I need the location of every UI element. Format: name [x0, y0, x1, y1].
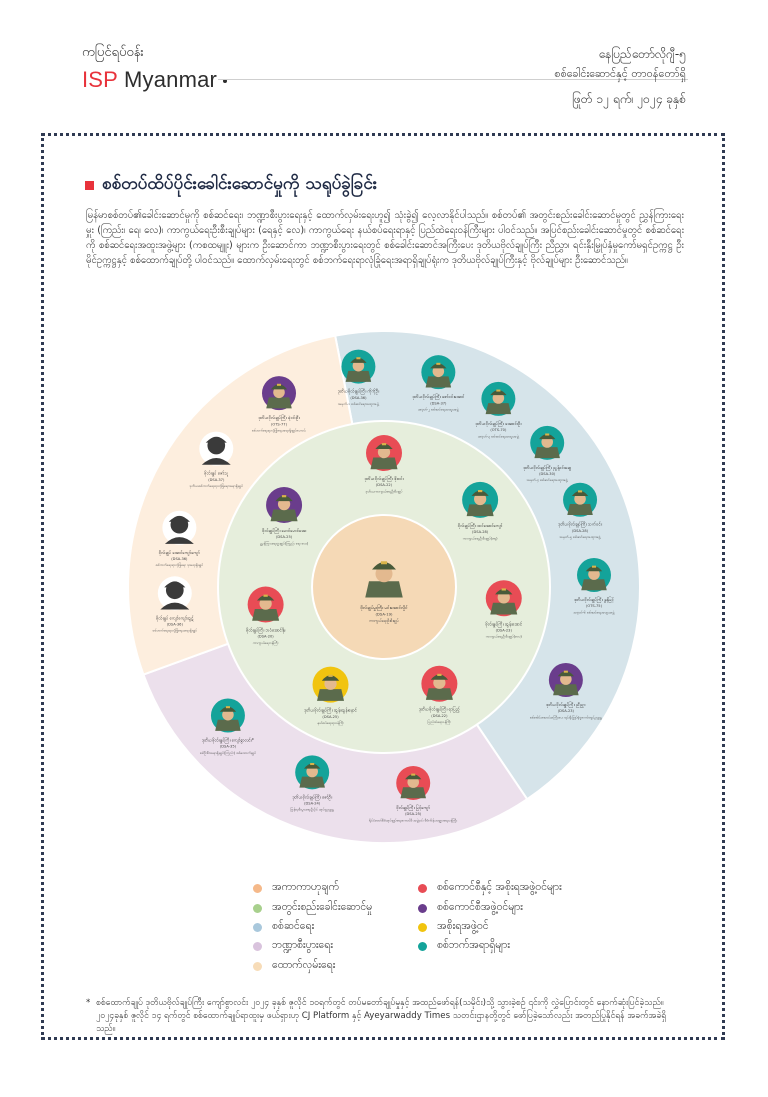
person-detail: (DSA-23) [557, 709, 574, 714]
uniform-icon [426, 688, 453, 700]
uniform-icon [486, 403, 512, 414]
intro-paragraph: မြန်မာစစ်တပ်၏ခေါင်းဆောင်မှုကို စစ်ဆင်ရေး၊ ဘဏ္ဍာစီးပွားရေးနှင့် ထောက်လှမ်းရေးဟူ၍ သုံးခွဲ၍ လေ့လာနိုင်ပါသည်။ စစ်တပ်၏ အတွင်းစည်းခေါင်းဆောင်မှုတွင် ညွှန်ကြားရေးမှူး (ကြည်း၊ ရေ၊ လေ)၊ ကာကွယ်ရေးဦးစီးချုပ်များ (ရေနှင့် လေ)၊ ကာကွယ်ရေး နယ်စပ်ရေးရာနှင့် ပြည်ထဲရေးဝန်ကြီးများ ပါဝင်သည်။ အပြင်စည်းခေါင်းဆောင်မှုတွင် စစ်ဆင်ရေးကို စစ်ဆင်ရေးအထူးအဖွဲ့များ (ကစထမျူး) များက ဦးဆောင်ကာ ဘဏ္ဍာစီးပွားရေးတွင် စစ်ခေါင်းဆောင်အကြီးပေး ဒုတိယဗိုလ်ချုပ်ကြီး ညီညွှာ၊ ရင်းနှီးမြှုပ်နှံမှုကော်မရှင်ဥက္ကဋ္ဌ ဦးမိုင်ဥက္ကဋ္ဌနှင့် စစ်ထောက်ချုပ်တို့ ပါဝင်သည်။ ထောက်လှမ်းရေးတွင် စစ်ဘက်ရေးရာလုံခြုံရေးအရာရှိချုပ်ရုံးက ဒုတိယဗိုလ်ချုပ်ကြီးနှင့် ဗိုလ်ချုပ်များ ဦးဆောင်သည်။ [86, 210, 684, 266]
cap-badge-icon [436, 363, 440, 365]
publish-date: ဖြုတ် ၁၂ ရက်၊ ၂၀၂၄ ခုနှစ် [572, 92, 686, 106]
legend-label: ထောက်လှမ်းရေး [272, 958, 336, 971]
person-role: အမှတ်-၁ စစ်ဆင်ရေးအထူးအဖွဲ့ [338, 401, 379, 406]
cap-badge-icon [502, 588, 506, 590]
cap-badge-icon [592, 566, 596, 568]
person-name: ဒုတိယဗိုလ်ချုပ်ကြီး ရဲဝင်းဦး [258, 415, 300, 421]
person-role: စစ်ဘက်ရေးရာလုံခြုံရေး ဒုအရာရှိချုပ် [155, 563, 204, 568]
cap-badge-icon [328, 675, 332, 677]
person-name: ဗိုလ်ချုပ်ကြီး ထွန်းအောင် [485, 621, 523, 627]
person-detail: (DSA-28) [472, 530, 489, 535]
page-title: စစ်တပ်ထိပ်ပိုင်းခေါင်းဆောင်မှုကို သရုပ်ခွဲခြင်း [102, 174, 378, 194]
footnote-text: စစ်ထောက်ချုပ် ဒုတိယဗိုလ်ချုပ်ကြီး ကျော်စွာလင်း ၂၀၂၄ ခုနှစ် ဇူလိုင် ၁၀ရက်တွင် တပ်မတော်ချုပ်မှုနှင့် အထည်ဖော်ရန်(သမိုင်း)သို့ သွားခဲ့စဉ် ၎င်းကို လွှဲပြောင်းတွင် နောက်ဆုံးပြင်ခဲ့သည်။ ၂၀၂၄ခုနှစ် ဇူလိုင် ၁၄ ရက်တွင် စစ်ထောက်ချုပ်ရာထူးမှ ဖယ်ရှားဟု CJ Platform နှင့် Ayeyarwaddy Times သတင်းဌာနတို့တွင် ဖော်ပြခဲ့သော်လည်း အတည်ပြုနိုင်ရန် အခက်အခဲရှိသည်။ [96, 998, 667, 1034]
cap-badge-icon [478, 490, 482, 492]
legend-dot [253, 942, 262, 951]
person-detail: (DSA-23) [495, 628, 512, 633]
person-detail: (DSA-36) [166, 622, 183, 627]
footnote-marker: * [86, 998, 91, 1008]
person-name: ဒုတိယဗိုလ်ချုပ်ကြီး ခွန်မြင့် [574, 597, 614, 602]
person-detail: (DSA-36) [171, 556, 188, 561]
legend-item [253, 957, 372, 976]
cap-badge-icon [277, 384, 281, 386]
uniform-icon [400, 787, 426, 798]
legend-label: စစ်ကောင်စီအဖွဲ့ဝင်များ [437, 900, 523, 913]
person-role: ကာကွယ်ရေးဝန်ကြီး [252, 640, 279, 645]
person-name: ဗိုလ်ချုပ်မှူးကြီး မင်းအောင်လှိုင် [360, 606, 408, 611]
uniform-icon [215, 720, 241, 731]
person-detail: (DSA-19) [375, 611, 393, 617]
legend-item [418, 937, 562, 956]
legend-dot [418, 904, 427, 913]
person-detail: (DSA-35) [219, 744, 237, 749]
person-detail: (DSA-25) [275, 535, 293, 540]
legend-item [253, 937, 372, 956]
person-name: ဒုတိယဗိုလ်ချုပ်ကြီး ထွန်းထွန်းနောင် [304, 707, 357, 713]
uniform-icon [426, 376, 452, 387]
person-name: ဒုတိယဗိုလ်ချုပ်ကြီး ညွန့်ဝင်းဆွေ [523, 464, 572, 470]
person-name: ဗိုလ်ချုပ် ကျော်ကျော်ထွဋ် [156, 615, 194, 621]
person-name: ဒုတိယဗိုလ်ချုပ်ကြီး ရာပြည့် [418, 706, 460, 712]
uniform-icon [266, 397, 292, 408]
legend-dot [253, 962, 262, 971]
legend-item [418, 918, 562, 937]
series-name: နေပြည်တော်လိုဂျီ-၅ [598, 47, 686, 61]
person-role: ညွှန်ကြားရေးမှူးချုပ်(ကြည်း ရေ၊ လေ) [259, 541, 309, 546]
uniform-icon [490, 603, 517, 615]
uniform-icon [467, 504, 494, 516]
cap-badge-icon [381, 561, 387, 564]
person-role: ကာကွယ်ရေးဦးစီးချုပ်(လေ) [485, 634, 522, 639]
uniform-icon [534, 447, 560, 458]
cap-badge-icon [226, 706, 230, 708]
legend-label: အစိုးရအဖွဲ့ဝင် [437, 919, 489, 932]
person-name: ဒုတိယဗိုလ်ချုပ်ကြီး အေးဝင်းဦး [475, 420, 522, 426]
legend-label: အတွင်းစည်းခေါင်းဆောင်မှု [272, 900, 373, 913]
legend-label: စစ်ဆင်ရေး [272, 919, 315, 932]
person-detail: (DSA-37) [430, 401, 447, 406]
person-detail: (OTS-77) [271, 422, 287, 427]
person-detail: (OTS-70) [490, 428, 507, 433]
person-name: ဗိုလ်ချုပ်ကြီး ထင်အောင်ကျော် [457, 522, 503, 528]
legend-dot [253, 923, 262, 932]
cap-badge-icon [545, 433, 549, 435]
cap-badge-icon [382, 443, 386, 445]
legend-left [253, 879, 372, 976]
person-role: ပြည်ထဲရေးဝန်ကြီး [427, 720, 452, 725]
legend-right [418, 879, 562, 957]
person-detail: (DSA-28) [571, 528, 589, 533]
person-detail: (DSA-30) [539, 472, 556, 477]
person-name: ဒုတိယဗိုလ်ချုပ်ကြီး ဇော်ဝင်းအောင် [412, 394, 465, 400]
legend-dot [253, 904, 262, 913]
person-role: အမှတ်-၄ စစ်ဆင်ရေးအထူးအဖွဲ့ [526, 478, 568, 483]
person-detail: (DSA-25) [322, 714, 339, 719]
person-role: နိုင်ငံတော်စီမံအုပ်ချုပ်ရေးကောင်စီ အဖွဲ့ဝင်၊ စီမံကိန်းဘဏ္ဍာရေးဝန်ကြီး [369, 818, 458, 823]
person-role: ဒုတိယစစ်ဘက်ရေးရာလုံခြုံရေးအရာရှိချုပ် [189, 484, 243, 489]
legend-label: အကာကာဟုချက် [272, 881, 339, 894]
cap-badge-icon [411, 774, 415, 776]
person-name: ဒုတိယဗိုလ်ချုပ်ကြီး သက်ဝင်း [558, 521, 602, 527]
legend-dot [253, 884, 262, 893]
person-detail: (DSA-25) [405, 812, 422, 817]
legend-item [418, 879, 562, 898]
uniform-icon [567, 504, 593, 515]
footnote [86, 997, 676, 1036]
legend-item [253, 918, 372, 937]
person-name: ဒုတိယဗိုလ်ချုပ်ကြီး ကျော်စွာလင်း* [201, 737, 254, 743]
uniform-icon [299, 777, 325, 788]
uniform-icon [252, 609, 279, 621]
uniform-icon [581, 579, 607, 590]
person-role: စစ်ခေါင်းဆောင်အကြီးပေး ရင်းနှီးမြှုပ်နှံမှုကော်မရှင်ဥက္ကဋ္ဌ [529, 715, 602, 720]
legend-dot [418, 923, 427, 932]
person-name: ဗိုလ်ချုပ်ကြီး မြင့်ကျော် [396, 804, 431, 810]
person-name: ဒုတိယဗိုလ်ချုပ်ကြီး စိုးဝင်း [364, 476, 404, 481]
uniform-icon [271, 510, 298, 522]
person-name: ဗိုလ်ချုပ် ဇော်သူ [204, 470, 229, 476]
cap-badge-icon [496, 390, 500, 392]
person-name: ဒုတိယဗိုလ်ချုပ်ကြီး ညီညွှာ [546, 702, 586, 707]
legend-dot [418, 942, 427, 951]
cap-badge-icon [282, 495, 286, 497]
person-role: အမှတ်-၃ စစ်ဆင်ရေးအထူးအဖွဲ့ [477, 434, 519, 439]
person-detail: (DSA-37) [208, 477, 225, 482]
person-role: ကာကွယ်ရေးဦးစီးချုပ် [369, 617, 399, 623]
person-name: ဗိုလ်ချုပ်ကြီး ဘဝံအောင်နိုး [246, 627, 286, 633]
person-role: နယ်စပ်ရေးရာဝန်ကြီး [317, 721, 344, 726]
legend-item [418, 898, 562, 917]
person-detail: (DSA-24) [304, 801, 321, 806]
person-role: အမှတ်-၅ စစ်ဆင်ရေးအထူးအဖွဲ့ [559, 535, 601, 540]
brand-tagline: ကပြင်ရပ်ဝန်း [82, 45, 144, 60]
person-role: မြန်မာ့စီးပွားရေးဦးပိုင် အုပ်စုဥက္ကဋ္ဌ [290, 807, 334, 812]
uniform-icon [553, 684, 579, 695]
person-role: အမှတ်-၂ စစ်ဆင်ရေးအထူးအဖွဲ့ [418, 407, 459, 412]
person-role: စစ်ဘက်ရေးရာလုံခြုံရေးအရာရှိချုပ်ဟောင်း [251, 428, 307, 433]
person-role: စစ်ဦးစီးအရာရှိချုပ်(ကြည်း) စစ်ထောက်ချုပ် [199, 750, 256, 755]
cap-badge-icon [310, 763, 314, 765]
legend-label: ဘဏ္ဍာစီးပွားရေး [272, 939, 333, 952]
legend-label: စစ်ဘက်အရာရှိများ [437, 939, 510, 952]
cap-badge-icon [263, 595, 267, 597]
person-role: စစ်ဘက်ရေးရာလုံခြုံရေးအရာရှိချုပ် [152, 628, 198, 633]
person-role: အမှတ်-၆ စစ်ဆင်ရေးအထူးအဖွဲ့ [573, 610, 615, 615]
brand-myanmar: Myanmar [123, 67, 218, 92]
brand-isp: ISP [82, 67, 118, 92]
person-detail: (DSA-20) [257, 634, 274, 639]
legend-item [253, 879, 372, 898]
person-role: ဒုတိယကာကွယ်ရေးဦးစီးချုပ် [365, 489, 403, 494]
uniform-icon [317, 689, 344, 701]
legend-label: စစ်ကောင်စီနှင့် အစိုးရအဖွဲ့ဝင်များ [437, 881, 562, 894]
person-name: ဗိုလ်ချုပ် အောင်ကျော်ကျော် [158, 549, 200, 555]
legend-dot [418, 884, 427, 893]
person-detail: (DSA-22) [431, 713, 448, 718]
person-detail: (DSA-22) [375, 483, 393, 488]
cap-badge-icon [437, 674, 441, 676]
person-name: ဒုတိယဗိုလ်ချုပ်ကြီး ဇော်ဦး [292, 794, 333, 800]
cap-badge-icon [356, 357, 360, 359]
uniform-icon [371, 458, 398, 470]
uniform-icon [346, 371, 372, 382]
series-subtitle: စစ်ခေါင်းဆောင်နှင့် တာဝန်တော်ရှိ [554, 67, 686, 80]
uniform-icon [365, 581, 403, 597]
legend-item [253, 898, 372, 917]
person-role: ကာကွယ်ရေးဦးစီးချုပ်(ရေ) [462, 536, 498, 541]
cap-badge-icon [564, 671, 568, 673]
person-detail: (DSA-36) [350, 395, 367, 400]
person-name: ဗိုလ်ချုပ်ကြီး မောင်မောင်အေး [262, 528, 307, 534]
cap-badge-icon [578, 490, 582, 492]
person-name: ဒုတိယဗိုလ်ချုပ်ကြီး ကိုကိုဦး [337, 388, 380, 394]
person-detail: (OTS-75) [586, 604, 602, 609]
